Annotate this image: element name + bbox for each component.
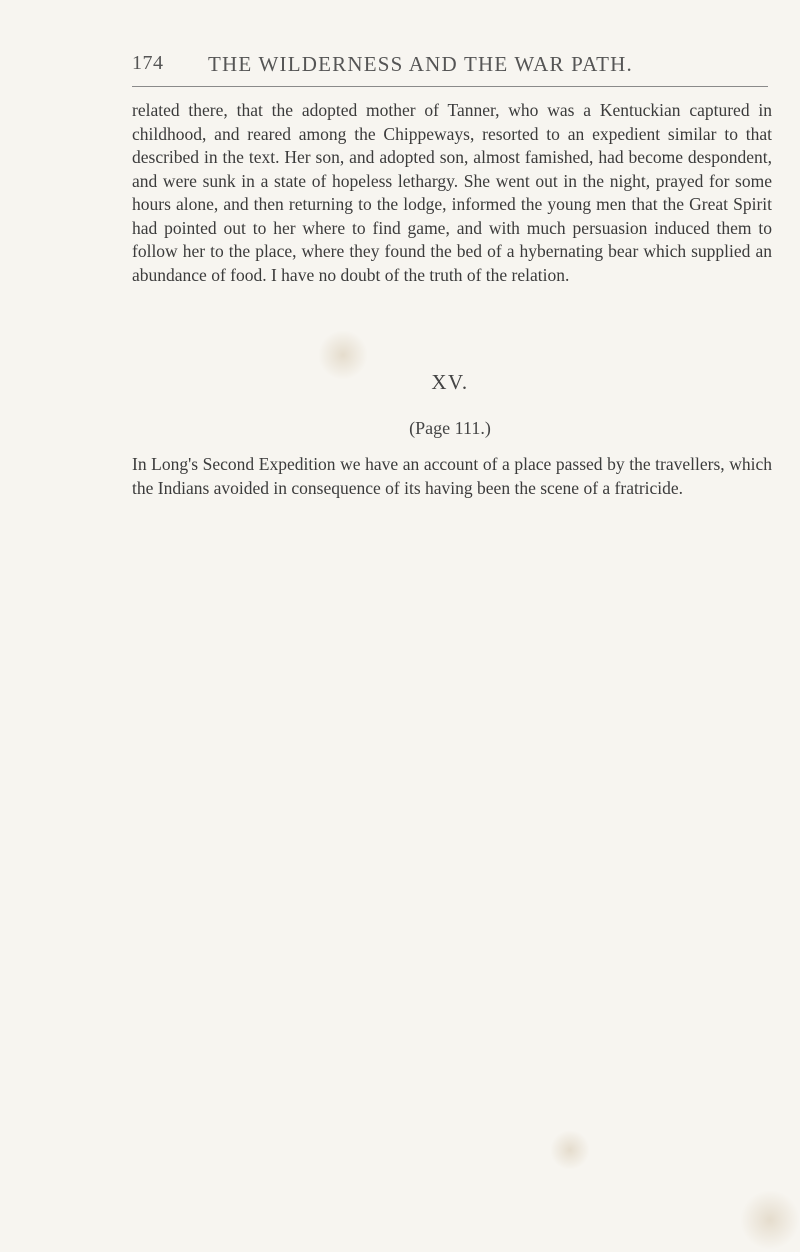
page-reference: (Page 111.) bbox=[409, 418, 491, 438]
section-heading: XV. bbox=[431, 370, 469, 394]
paper-stain bbox=[740, 1190, 800, 1250]
header-rule bbox=[132, 86, 768, 87]
running-title: THE WILDERNESS AND THE WAR PATH. bbox=[208, 52, 633, 76]
page-header bbox=[132, 52, 768, 86]
page-number: 174 bbox=[132, 52, 164, 74]
body-paragraph: In Long's Second Expedition we have an account of a place passed by the travellers, which the Indians avoided in consequence of its having been the scene of a fratricide. bbox=[132, 454, 772, 498]
body-paragraph: related there, that the adopted mother of Tanner, who was a Kentuckian captured in childhood, and reared among the Chippeways, resorted to an expedient similar to that described in the text. Her son, and adopted son, almost famished, had become despondent, and were sunk in a state of hopeless lethargy. She went out in the night, prayed for some hours alone, and then returning to the lodge, informed the young men that the Great Spirit had pointed out to her where to find game, and with much persuasion induced them to follow her to the place, where they found the bed of a hybernating bear which supplied an abundance of food. I have no doubt of the truth of the relation. bbox=[132, 100, 772, 285]
paper-stain bbox=[550, 1130, 590, 1170]
